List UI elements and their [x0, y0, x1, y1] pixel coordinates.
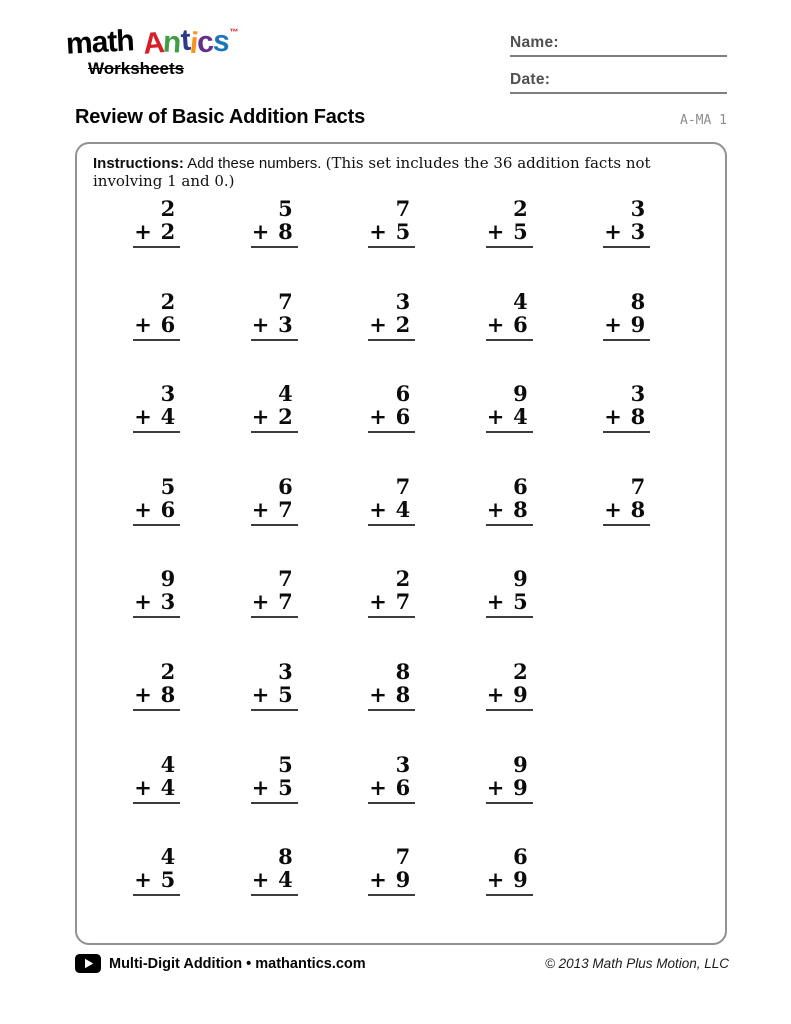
grid-cell	[216, 382, 334, 475]
grid-cell	[568, 475, 686, 568]
grid-cell	[98, 845, 216, 938]
grid-cell	[333, 753, 451, 846]
addend-bottom-row	[486, 776, 533, 802]
addend-top: 7	[395, 844, 411, 870]
grid-cell	[568, 845, 686, 938]
addend-bottom-row	[368, 683, 415, 709]
addend-bottom-row	[603, 498, 650, 524]
worksheet-box	[75, 142, 727, 945]
addend-top: 3	[630, 196, 646, 221]
addend-bottom: 5	[395, 219, 411, 244]
grid-cell	[568, 753, 686, 846]
answer-line	[251, 616, 298, 618]
plus-operator: +	[134, 774, 152, 800]
addend-bottom-row	[251, 590, 298, 616]
addend-bottom-row	[486, 868, 533, 894]
addend-bottom: 7	[278, 589, 293, 615]
addend-bottom: 6	[160, 311, 176, 337]
addend-bottom: 9	[513, 681, 528, 707]
addend-bottom-row	[133, 590, 180, 616]
addition-problem	[251, 567, 298, 618]
name-date-block	[510, 34, 727, 108]
plus-operator: +	[486, 774, 505, 800]
addition-problem	[133, 475, 180, 526]
addition-problem	[133, 567, 180, 618]
answer-line	[251, 431, 298, 433]
addend-bottom: 9	[513, 774, 528, 800]
answer-line	[368, 802, 415, 804]
logo-word-math: math	[65, 24, 135, 61]
instructions	[77, 144, 725, 190]
plus-operator: +	[134, 867, 152, 893]
addition-problem	[251, 475, 298, 526]
plus-operator: +	[251, 774, 270, 800]
grid-cell	[333, 567, 451, 660]
addend-bottom-row	[368, 498, 415, 524]
addition-problem	[603, 382, 650, 433]
addition-problem	[133, 753, 180, 804]
addition-problem	[368, 660, 415, 711]
name-field	[510, 34, 727, 57]
addition-problem	[368, 290, 415, 341]
addend-bottom-row	[368, 220, 415, 246]
plus-operator: +	[251, 311, 270, 337]
plus-operator: +	[486, 404, 505, 430]
date-label: Date:	[510, 71, 551, 88]
grid-cell	[98, 197, 216, 290]
plus-operator: +	[604, 496, 622, 522]
addition-problem	[486, 290, 533, 341]
addition-problem	[486, 382, 533, 433]
grid-cell	[451, 567, 569, 660]
addend-bottom: 8	[395, 681, 411, 707]
plus-operator: +	[369, 404, 387, 430]
addend-bottom-row	[368, 590, 415, 616]
addend-top: 9	[513, 381, 528, 407]
plus-operator: +	[369, 589, 387, 615]
answer-line	[251, 339, 298, 341]
addend-bottom-row	[133, 868, 180, 894]
addend-top: 9	[513, 566, 528, 592]
plus-operator: +	[369, 219, 387, 244]
logo-word-worksheets: Worksheets	[88, 59, 185, 78]
plus-operator: +	[604, 404, 622, 430]
addend-bottom: 2	[278, 404, 293, 430]
addend-bottom: 6	[395, 404, 411, 430]
answer-line	[133, 431, 180, 433]
addend-top: 4	[160, 844, 176, 870]
addend-bottom-row	[133, 776, 180, 802]
answer-line	[133, 524, 180, 526]
addend-top: 9	[160, 566, 176, 592]
addend-bottom-row	[133, 313, 180, 339]
grid-cell	[98, 567, 216, 660]
addition-problem	[133, 290, 180, 341]
addend-bottom-row	[133, 405, 180, 431]
addend-bottom: 5	[513, 589, 528, 615]
logo-word-antics	[141, 23, 230, 61]
answer-line	[368, 339, 415, 341]
footer-series-text: Multi-Digit Addition • mathantics.com	[109, 955, 366, 972]
addend-top: 6	[395, 381, 411, 407]
addend-bottom: 8	[513, 496, 528, 522]
addend-top: 3	[630, 381, 646, 407]
addition-problem	[251, 753, 298, 804]
addend-bottom: 3	[278, 311, 293, 337]
plus-operator: +	[604, 311, 622, 337]
addition-problem	[486, 753, 533, 804]
answer-line	[251, 894, 298, 896]
footer-left	[75, 954, 366, 973]
answer-line	[251, 524, 298, 526]
addend-bottom-row	[368, 313, 415, 339]
addend-top: 8	[395, 658, 411, 684]
addend-top: 5	[160, 473, 176, 499]
addition-problem	[251, 382, 298, 433]
answer-line	[368, 246, 415, 248]
addend-bottom-row	[251, 868, 298, 894]
plus-operator: +	[604, 219, 622, 244]
addition-problem	[368, 475, 415, 526]
addend-bottom: 4	[160, 774, 176, 800]
answer-line	[603, 524, 650, 526]
addition-problem	[486, 475, 533, 526]
addend-top: 4	[160, 751, 176, 777]
addend-bottom: 5	[160, 867, 176, 893]
grid-cell	[451, 753, 569, 846]
addend-top: 6	[513, 473, 528, 499]
addend-bottom: 2	[395, 311, 411, 337]
addend-bottom: 4	[160, 404, 176, 430]
addend-bottom: 4	[395, 496, 411, 522]
addition-problem	[368, 382, 415, 433]
addition-problem	[486, 567, 533, 618]
grid-cell	[451, 290, 569, 383]
plus-operator: +	[134, 219, 152, 244]
addend-bottom-row	[368, 405, 415, 431]
answer-line	[603, 339, 650, 341]
grid-cell	[568, 567, 686, 660]
grid-cell	[451, 660, 569, 753]
addend-top: 4	[278, 381, 293, 407]
plus-operator: +	[251, 219, 270, 244]
plus-operator: +	[134, 681, 152, 707]
addend-top: 3	[278, 658, 293, 684]
plus-operator: +	[251, 404, 270, 430]
grid-cell	[568, 382, 686, 475]
addition-problem	[368, 845, 415, 896]
grid-cell	[333, 845, 451, 938]
addition-problem	[251, 290, 298, 341]
answer-line	[251, 802, 298, 804]
copyright-text: © 2013 Math Plus Motion, LLC	[544, 956, 729, 971]
grid-cell	[98, 475, 216, 568]
grid-cell	[568, 660, 686, 753]
addend-top: 3	[160, 381, 176, 407]
addition-problem	[603, 290, 650, 341]
grid-cell	[216, 475, 334, 568]
page-title: Review of Basic Addition Facts	[75, 106, 365, 128]
addend-bottom: 4	[278, 867, 293, 893]
addend-bottom: 7	[395, 589, 411, 615]
instructions-sentence: Add these numbers.	[187, 155, 322, 172]
addend-top: 7	[395, 196, 411, 221]
addend-top: 6	[513, 844, 528, 870]
addend-top: 8	[278, 844, 293, 870]
addend-top: 8	[630, 288, 646, 314]
addend-bottom-row	[368, 776, 415, 802]
addend-bottom: 8	[278, 219, 293, 244]
answer-line	[486, 616, 533, 618]
plus-operator: +	[251, 496, 270, 522]
addend-top: 5	[278, 196, 293, 221]
plus-operator: +	[134, 496, 152, 522]
addend-bottom-row	[251, 683, 298, 709]
addition-problem	[603, 475, 650, 526]
addend-bottom-row	[251, 220, 298, 246]
grid-cell	[216, 753, 334, 846]
addend-top: 2	[160, 196, 176, 221]
plus-operator: +	[369, 311, 387, 337]
name-label: Name:	[510, 34, 559, 51]
answer-line	[368, 709, 415, 711]
answer-line	[486, 524, 533, 526]
logo-letter: i	[187, 26, 199, 61]
addend-bottom: 9	[513, 867, 528, 893]
plus-operator: +	[134, 311, 152, 337]
grid-cell	[451, 475, 569, 568]
addend-bottom-row	[133, 220, 180, 246]
addend-bottom-row	[133, 498, 180, 524]
grid-cell	[333, 382, 451, 475]
answer-line	[251, 246, 298, 248]
addend-bottom: 3	[630, 219, 646, 244]
grid-cell	[451, 845, 569, 938]
addition-problem	[133, 382, 180, 433]
addend-bottom-row	[486, 590, 533, 616]
addition-problem	[251, 660, 298, 711]
addend-bottom: 5	[278, 681, 293, 707]
plus-operator: +	[486, 496, 505, 522]
answer-line	[368, 524, 415, 526]
addition-problem	[133, 660, 180, 711]
addend-bottom: 9	[395, 867, 411, 893]
addition-problem	[368, 567, 415, 618]
play-icon	[75, 954, 101, 973]
addend-bottom-row	[486, 405, 533, 431]
addend-bottom-row	[486, 220, 533, 246]
addend-bottom-row	[133, 683, 180, 709]
addend-bottom: 6	[160, 496, 176, 522]
plus-operator: +	[251, 681, 270, 707]
addend-top: 2	[160, 288, 176, 314]
answer-line	[133, 802, 180, 804]
plus-operator: +	[486, 589, 505, 615]
addend-bottom-row	[603, 313, 650, 339]
addend-bottom: 3	[160, 589, 176, 615]
grid-cell	[216, 660, 334, 753]
addend-bottom: 6	[395, 774, 411, 800]
logo-letter: t	[179, 23, 191, 58]
answer-line	[368, 431, 415, 433]
plus-operator: +	[369, 774, 387, 800]
addition-problem	[368, 753, 415, 804]
answer-line	[603, 431, 650, 433]
grid-cell	[451, 382, 569, 475]
addend-bottom: 2	[160, 219, 176, 244]
addend-bottom-row	[486, 313, 533, 339]
footer	[75, 954, 729, 973]
plus-operator: +	[369, 496, 387, 522]
addend-top: 2	[513, 196, 528, 221]
plus-operator: +	[134, 404, 152, 430]
instructions-label: Instructions:	[93, 155, 184, 172]
addend-bottom-row	[486, 498, 533, 524]
plus-operator: +	[251, 589, 270, 615]
addend-bottom-row	[251, 498, 298, 524]
grid-cell	[333, 197, 451, 290]
addend-bottom: 5	[513, 219, 528, 244]
plus-operator: +	[486, 219, 505, 244]
plus-operator: +	[369, 867, 387, 893]
logo-trademark: ™	[229, 27, 239, 37]
problems-grid	[98, 197, 686, 938]
addend-bottom: 4	[513, 404, 528, 430]
answer-line	[368, 894, 415, 896]
addend-bottom-row	[603, 405, 650, 431]
addend-top: 6	[278, 473, 293, 499]
addition-problem	[368, 197, 415, 248]
addend-bottom-row	[603, 220, 650, 246]
addend-bottom: 5	[278, 774, 293, 800]
addend-bottom: 6	[513, 311, 528, 337]
grid-cell	[98, 753, 216, 846]
answer-line	[133, 339, 180, 341]
addend-top: 7	[630, 473, 646, 499]
addend-bottom-row	[486, 683, 533, 709]
grid-cell	[216, 845, 334, 938]
sheet-code: A-MA 1	[680, 113, 727, 128]
addend-bottom-row	[368, 868, 415, 894]
grid-cell	[568, 290, 686, 383]
addend-top: 7	[395, 473, 411, 499]
plus-operator: +	[486, 311, 505, 337]
answer-line	[133, 246, 180, 248]
addend-top: 2	[160, 658, 176, 684]
grid-cell	[216, 197, 334, 290]
logo-letter: s	[211, 24, 230, 59]
grid-cell	[216, 290, 334, 383]
answer-line	[368, 616, 415, 618]
addend-top: 2	[395, 566, 411, 592]
grid-cell	[216, 567, 334, 660]
answer-line	[133, 709, 180, 711]
grid-cell	[333, 660, 451, 753]
addition-problem	[251, 197, 298, 248]
addend-top: 7	[278, 566, 293, 592]
grid-cell	[333, 290, 451, 383]
addition-problem	[251, 845, 298, 896]
addend-bottom: 7	[278, 496, 293, 522]
grid-cell	[333, 475, 451, 568]
addition-problem	[133, 197, 180, 248]
grid-cell	[98, 290, 216, 383]
addition-problem	[486, 197, 533, 248]
title-row	[75, 106, 727, 129]
addend-bottom-row	[251, 313, 298, 339]
addend-bottom: 8	[630, 496, 646, 522]
addend-top: 7	[278, 288, 293, 314]
answer-line	[133, 894, 180, 896]
addend-top: 2	[513, 658, 528, 684]
grid-cell	[98, 660, 216, 753]
addition-problem	[486, 660, 533, 711]
answer-line	[486, 431, 533, 433]
instructions-note: (This set includes the 36 addition facts not involving 1 and 0.)	[93, 154, 651, 190]
answer-line	[603, 246, 650, 248]
logo-letter: A	[141, 26, 165, 61]
date-field	[510, 71, 727, 94]
answer-line	[133, 616, 180, 618]
answer-line	[486, 709, 533, 711]
addend-bottom: 8	[630, 404, 646, 430]
answer-line	[251, 709, 298, 711]
logo-letter: c	[195, 25, 215, 60]
answer-line	[486, 339, 533, 341]
addition-problem	[486, 845, 533, 896]
addend-top: 4	[513, 288, 528, 314]
plus-operator: +	[251, 867, 270, 893]
addend-bottom: 8	[160, 681, 176, 707]
addend-bottom: 9	[630, 311, 646, 337]
addition-problem	[133, 845, 180, 896]
addend-top: 3	[395, 288, 411, 314]
answer-line	[486, 894, 533, 896]
grid-cell	[98, 382, 216, 475]
plus-operator: +	[486, 681, 505, 707]
answer-line	[486, 802, 533, 804]
addend-top: 5	[278, 751, 293, 777]
addend-bottom-row	[251, 776, 298, 802]
math-antics-logo	[65, 23, 239, 78]
plus-operator: +	[134, 589, 152, 615]
addend-bottom-row	[251, 405, 298, 431]
logo-line1	[65, 23, 239, 61]
grid-cell	[568, 197, 686, 290]
addition-problem	[603, 197, 650, 248]
grid-cell	[451, 197, 569, 290]
plus-operator: +	[369, 681, 387, 707]
addend-top: 3	[395, 751, 411, 777]
logo-letter: n	[162, 25, 182, 60]
answer-line	[486, 246, 533, 248]
plus-operator: +	[486, 867, 505, 893]
addend-top: 9	[513, 751, 528, 777]
